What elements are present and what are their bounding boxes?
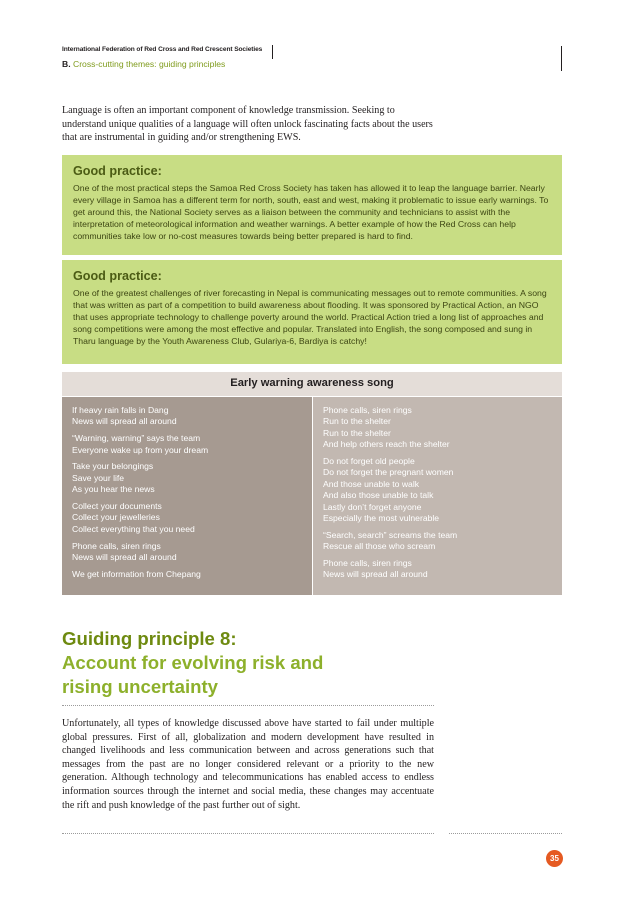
song-line: Especially the most vulnerable [323,513,440,524]
song-stanza [72,433,304,456]
principle-number: Guiding principle 8: [62,628,237,649]
song-line: Phone calls, siren rings [323,405,412,415]
good-practice-box-nepal [62,260,562,364]
song-line: Phone calls, siren rings [72,540,161,551]
song-line: Do not forget the pregnant women [323,467,454,478]
header-section [62,59,225,69]
header-section-letter: B. [62,59,71,69]
song-line: Rescue all those who scream [323,541,436,552]
page-header [62,46,577,72]
song-stanza [323,530,554,553]
intro-paragraph: Language is often an important component of knowledge transmission. Seeking to understand unique qualities of a language will often unlock fascinating facts about the users that are instrumental in guiding and/or strengthening EWS. [62,105,433,144]
song-stanza [323,456,554,524]
song-line: And those unable to walk [323,478,420,489]
page-number-badge: 35 [546,850,563,867]
song-column-left [62,397,312,595]
good-practice-body: One of the greatest challenges of river forecasting in Nepal is communicating messages out to remote communities. A song that was written as part of a competition to build awareness about flooding. It was sponsored by Practical Action, an NGO that uses appropriate technology to challenge poverty around the world. Practical Action tried a long list of approaches and song competitions were among the most effective and popular. Translated into English, the song composed and sung in Tharu language by the Youth Awareness Club, Gulariya-6, Bardiya is catchy! [73,288,547,346]
song-line: Lastly don’t forget anyone [323,501,422,512]
song-line: Collect your documents [72,501,162,512]
guiding-principle-heading [62,627,462,699]
song-line: News will spread all around [72,416,177,427]
song-line: Run to the shelter [323,416,391,427]
song-line: Do not forget old people [323,456,415,467]
song-line: And help others reach the shelter [323,439,450,450]
song-stanza [72,405,304,428]
song-line: Save your life [72,472,125,483]
song-stanza [72,501,304,535]
song-line: Collect your jewelleries [72,512,160,523]
principle-title-line1: Account for evolving risk and [62,652,324,673]
song-header [62,372,562,396]
song-line: Take your belongings [72,461,154,472]
song-stanza [323,558,554,581]
song-line: News will spread all around [72,552,177,563]
body-paragraph: Unfortunately, all types of knowledge discussed above have started to fail under multiple global pressures. First of all, globalization and modern development have resulted in changed livelihoods and less communication between and across generations such that messages from the past are no longer considered relevant or a priority to the new generation. Although technology and telecommunications has enabled access to endless information sources through the internet and social media, these changes may accentuate the rift and push knowledge of the past further out of sight. [62,718,434,811]
song-line: Phone calls, siren rings [323,558,412,569]
song-line: If heavy rain falls in Dang [72,405,169,415]
song-stanza [72,569,304,580]
song-line: Everyone wake up from your dream [72,444,209,455]
song-line: News will spread all around [323,569,428,580]
song-line: Run to the shelter [323,427,391,438]
song-stanza [72,541,304,564]
principle-title-line2: rising uncertainty [62,676,219,697]
song-line: We get information from Chepang [72,568,201,579]
song-line: And also those unable to talk [323,490,434,501]
song-stanza [323,405,554,451]
header-divider-right [561,46,562,71]
header-organization: International Federation of Red Cross and Red Crescent Societies [62,46,263,53]
song-line: As you hear the news [72,484,155,495]
song-line: “Search, search” screams the team [323,529,458,540]
song-stanza [72,461,304,495]
footer-rule-left [62,833,434,834]
footer-rule-right [449,833,562,834]
good-practice-title: Good practice: [73,269,162,283]
header-section-title: Cross-cutting themes: guiding principles [72,59,226,69]
good-practice-body: One of the most practical steps the Samoa Red Cross Society has taken has allowed it to leap the language barrier. Nearly every village in Samoa has a different term for north, south, east and west, making it problematic to issue early warnings. To get around this, the National Society serves as a liaison between the community and technicians to assist with the interpretation of meteorological information and weather warnings. A better example of how the Red Cross can help communities take low or no-cost measures towards being better prepared is hard to find. [73,183,549,241]
song-column-right [313,397,562,595]
song-line: “Warning, warning” says the team [72,433,201,444]
good-practice-box-samoa [62,155,562,255]
song-line: Collect everything that you need [72,523,195,534]
header-divider-left [272,45,273,59]
song-title: Early warning awareness song [230,377,394,389]
heading-underline [62,705,434,706]
good-practice-title: Good practice: [73,164,162,178]
